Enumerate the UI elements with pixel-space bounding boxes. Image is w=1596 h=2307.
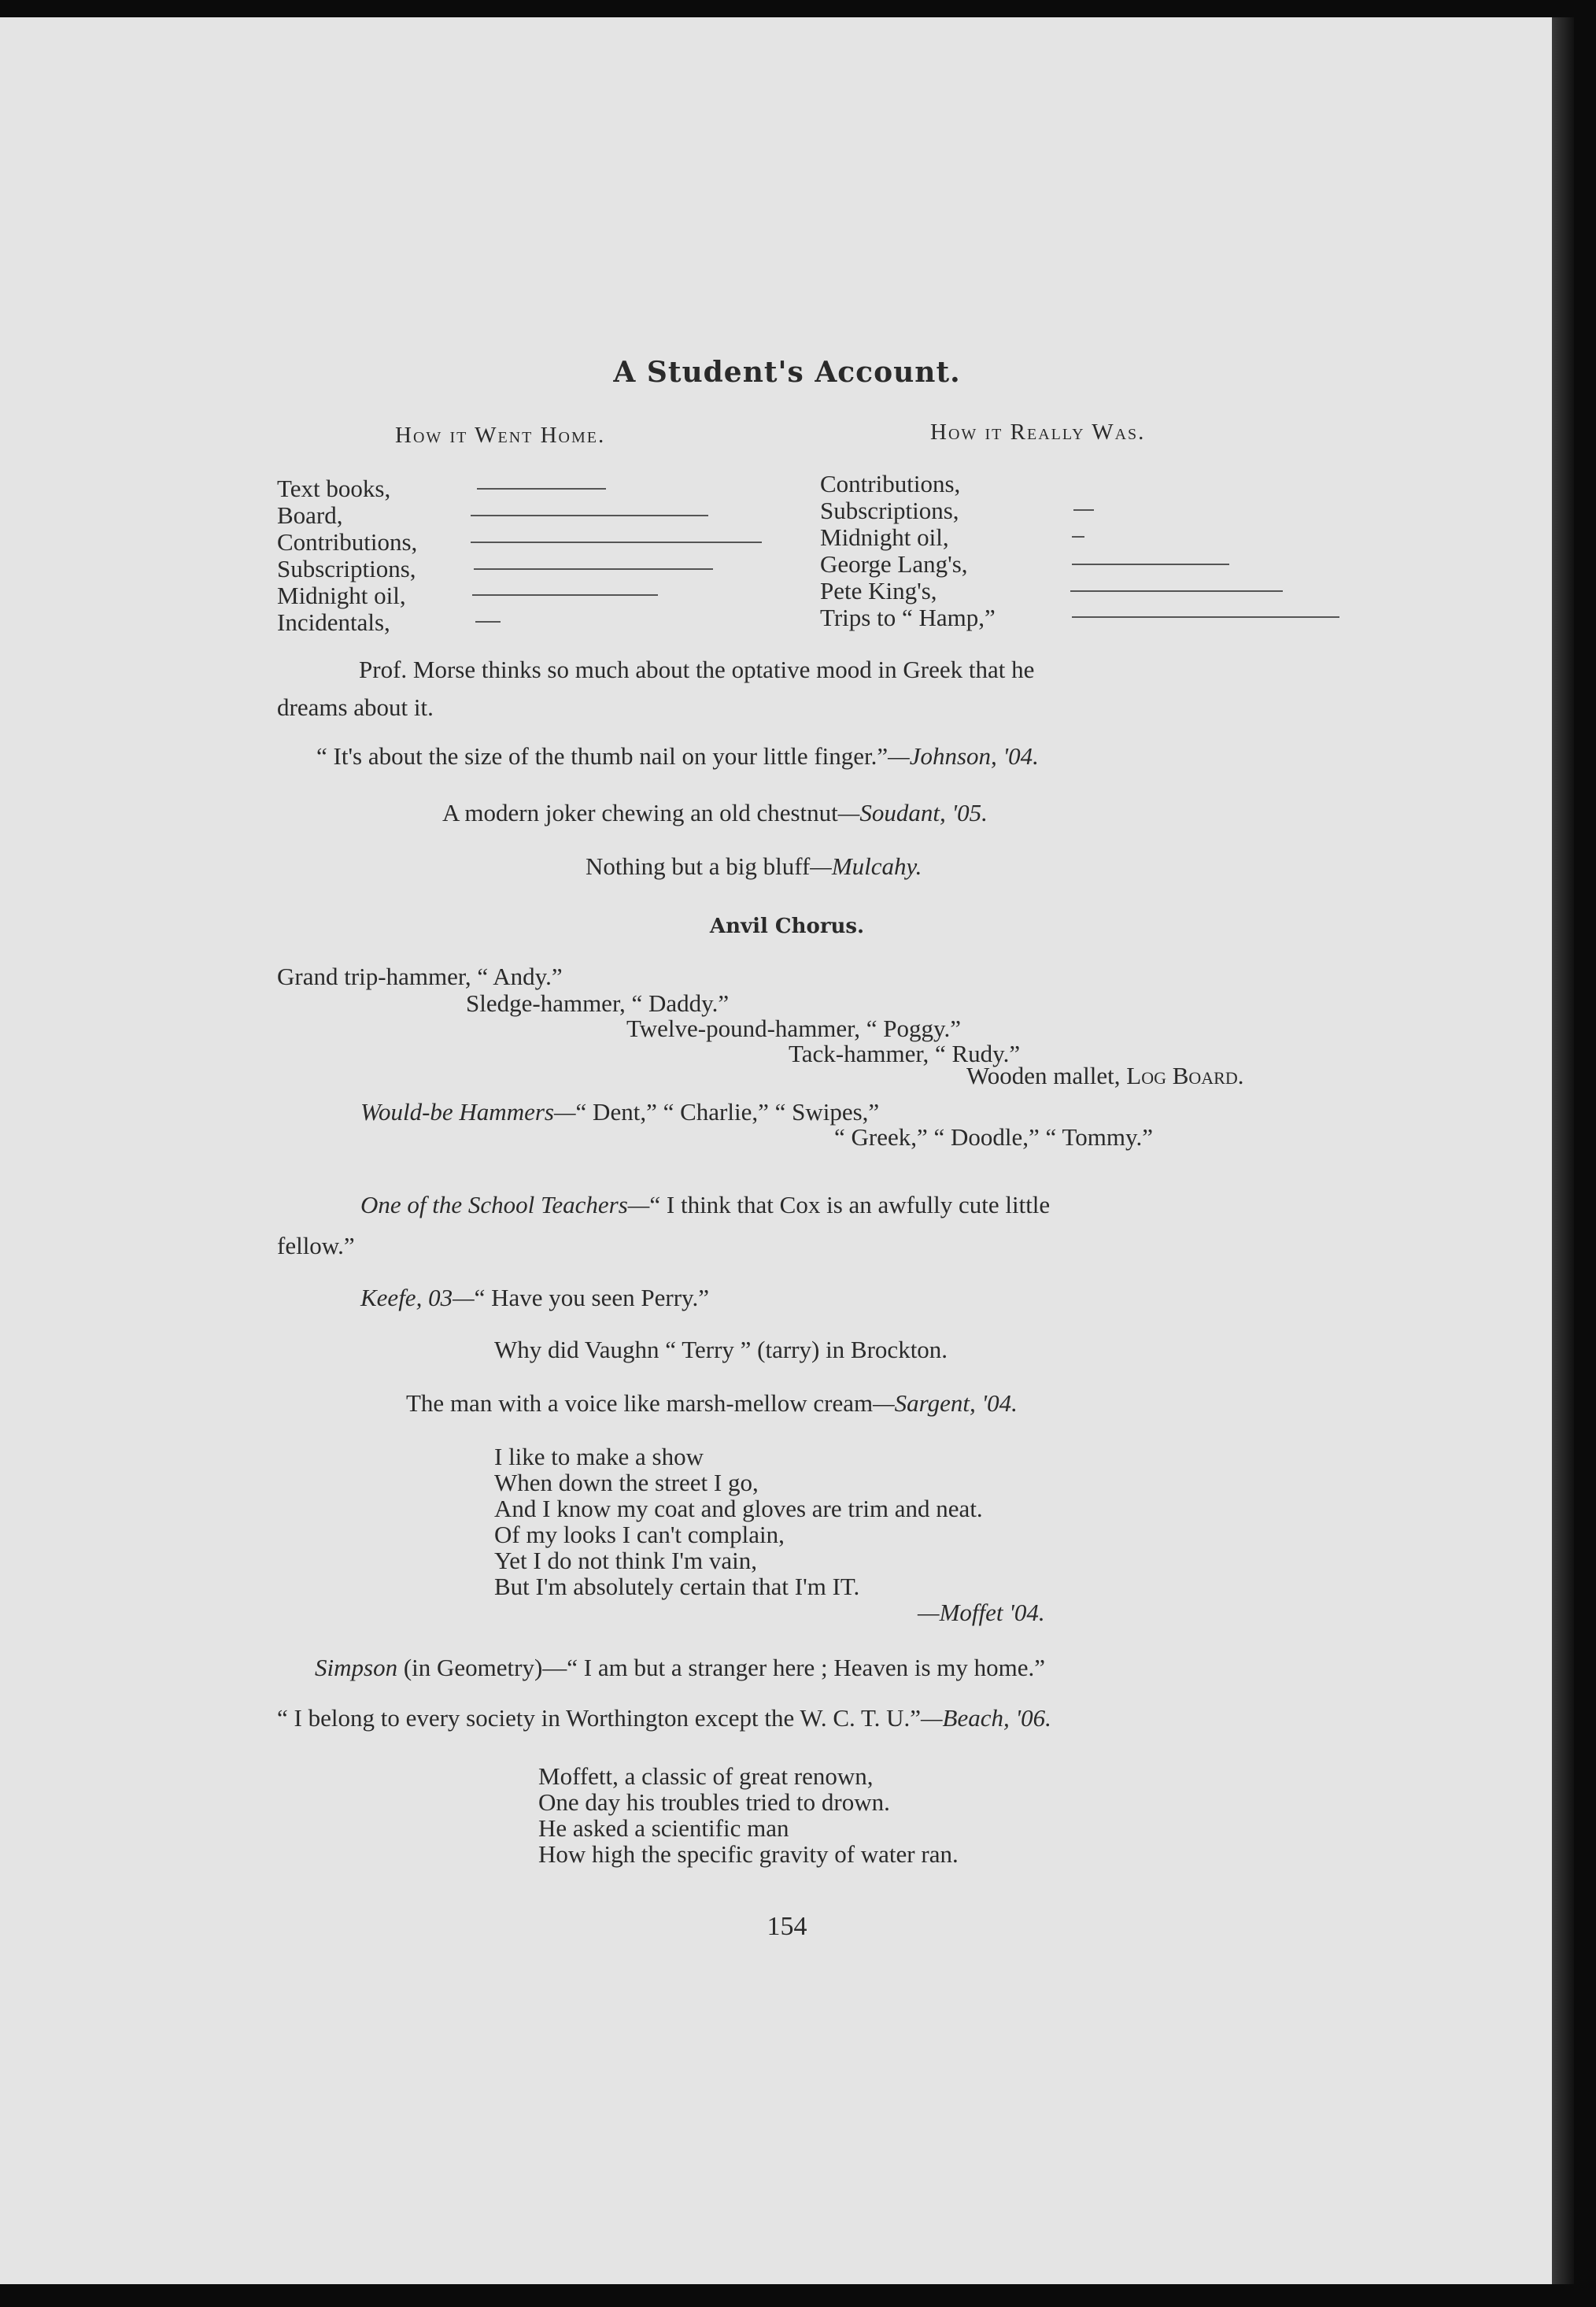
amount-line xyxy=(1073,509,1094,511)
sargent-line: The man with a voice like marsh-mellow cream—Sargent, '04. xyxy=(406,1389,1018,1417)
poem-line: Yet I do not think I'm vain, xyxy=(494,1547,757,1574)
keefe-quote: Keefe, 03—“ Have you seen Perry.” xyxy=(360,1284,710,1311)
account-item: Board, xyxy=(277,501,343,529)
account-item: Contributions, xyxy=(277,528,418,556)
simpson-quote: Simpson (in Geometry)—“ I am but a stranger here ; Heaven is my home.” xyxy=(315,1654,1046,1681)
account-item: Trips to “ Hamp,” xyxy=(820,604,996,631)
amount-line xyxy=(471,515,708,516)
anvil-chorus-heading: Anvil Chorus. xyxy=(709,915,865,938)
account-item: George Lang's, xyxy=(820,550,968,578)
poem-line: I like to make a show xyxy=(494,1443,704,1470)
amount-line xyxy=(475,621,501,623)
amount-line xyxy=(1072,564,1229,565)
account-item: Incidentals, xyxy=(277,608,390,636)
page-edge-shadow xyxy=(1552,17,1574,2284)
account-item: Midnight oil, xyxy=(820,523,949,551)
account-item: Contributions, xyxy=(820,470,961,497)
anvil-line: Twelve-pound-hammer, “ Poggy.” xyxy=(626,1015,962,1042)
account-item: Midnight oil, xyxy=(277,582,406,609)
left-column-heading: How it Went Home. xyxy=(395,423,606,448)
anvil-line: Tack-hammer, “ Rudy.” xyxy=(789,1040,1021,1067)
poem-line: He asked a scientific man xyxy=(538,1814,789,1842)
account-item: Subscriptions, xyxy=(277,555,416,582)
amount-line xyxy=(477,488,606,490)
would-be-hammers: Would-be Hammers—“ Dent,” “ Charlie,” “ Swipes,” xyxy=(360,1098,880,1126)
amount-line xyxy=(474,568,713,570)
poem-line: Of my looks I can't complain, xyxy=(494,1521,785,1548)
johnson-quote: “ It's about the size of the thumb nail on your little finger.”—Johnson, '04. xyxy=(316,742,1039,770)
poem-attribution: —Moffet '04. xyxy=(918,1599,1045,1626)
poem-line: How high the specific gravity of water ran. xyxy=(538,1840,959,1868)
account-item: Text books, xyxy=(277,475,391,502)
amount-line xyxy=(471,542,762,543)
poem-line: One day his troubles tried to drown. xyxy=(538,1788,890,1816)
page-title: A Student's Account. xyxy=(613,356,961,389)
poem-line: And I know my coat and gloves are trim and neat. xyxy=(494,1495,983,1522)
poem-line: But I'm absolutely certain that I'm IT. xyxy=(494,1573,860,1600)
anvil-line-wooden: Wooden mallet, Log Board. xyxy=(966,1062,1244,1089)
account-item: Pete King's, xyxy=(820,577,937,604)
mulcahy-line: Nothing but a big bluff—Mulcahy. xyxy=(586,852,922,880)
beach-quote: “ I belong to every society in Worthington except the W. C. T. U.”—Beach, '06. xyxy=(277,1704,1051,1732)
amount-line xyxy=(472,594,658,596)
right-column-heading: How it Really Was. xyxy=(930,420,1146,445)
anvil-line: Grand trip-hammer, “ Andy.” xyxy=(277,963,563,990)
amount-line xyxy=(1072,616,1339,618)
vaughn-line: Why did Vaughn “ Terry ” (tarry) in Brockton. xyxy=(494,1336,948,1363)
account-item: Subscriptions, xyxy=(820,497,959,524)
teachers-quote-cont: fellow.” xyxy=(277,1232,355,1259)
page xyxy=(0,17,1574,2284)
teachers-quote: One of the School Teachers—“ I think that Cox is an awfully cute little xyxy=(360,1191,1051,1218)
anvil-line: Sledge-hammer, “ Daddy.” xyxy=(466,989,730,1017)
poem-line: When down the street I go, xyxy=(494,1469,759,1496)
amount-line xyxy=(1070,590,1283,592)
paragraph-morse-cont: dreams about it. xyxy=(277,693,434,721)
soudant-line: A modern joker chewing an old chestnut—Soudant, '05. xyxy=(442,799,988,826)
page-number: 154 xyxy=(767,1912,807,1941)
paragraph-morse: Prof. Morse thinks so much about the optative mood in Greek that he xyxy=(359,656,1035,683)
would-be-hammers-cont: “ Greek,” “ Doodle,” “ Tommy.” xyxy=(834,1123,1153,1151)
poem-line: Moffett, a classic of great renown, xyxy=(538,1762,874,1790)
amount-line xyxy=(1072,536,1084,538)
